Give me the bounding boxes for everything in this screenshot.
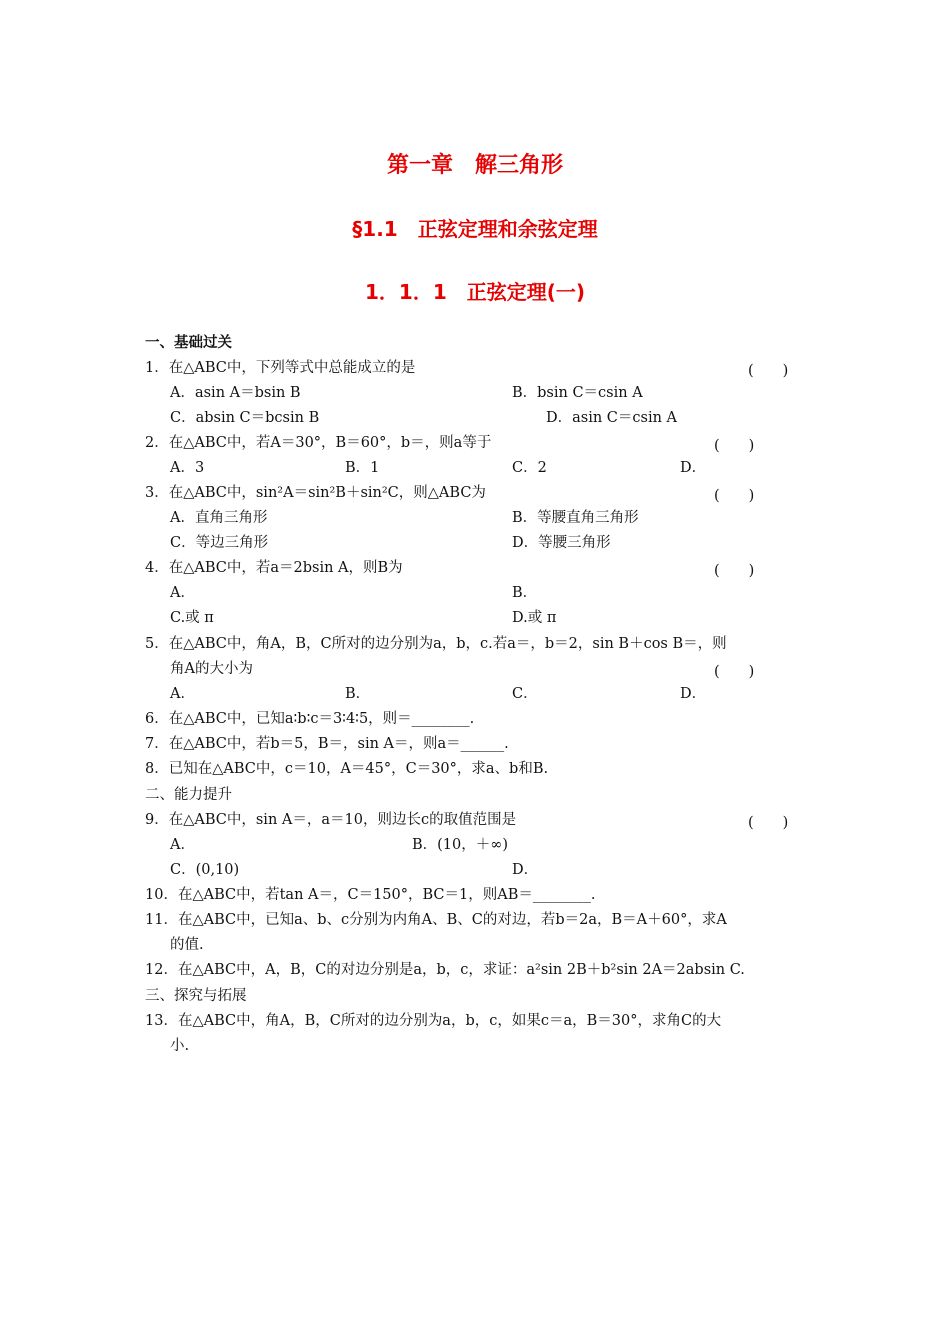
question-1-option-a: A．asin A＝bsin B [170, 385, 301, 401]
question-3-stem: 3．在△ABC中，sin²A＝sin²B＋sin²C，则△ABC为 [145, 485, 486, 501]
question-4-option-a: A． [170, 585, 195, 601]
question-3-option-a: A．直角三角形 [170, 510, 268, 526]
question-3-option-d: D．等腰三角形 [512, 535, 611, 551]
question-3-option-c: C．等边三角形 [170, 535, 269, 551]
question-1-stem: 1．在△ABC中，下列等式中总能成立的是 [145, 360, 416, 376]
question-2-option-c: C．2 [512, 460, 547, 476]
question-4-option-c: C.或 π [170, 610, 214, 626]
question-11-line1: 11．在△ABC中，已知a、b、c分别为内角A、B、C的对边，若b＝2a，B＝A＋60°，求A [145, 912, 727, 928]
question-7: 7．在△ABC中，若b＝5，B＝，sin A＝，则a＝______. [145, 736, 509, 752]
question-5-stem-line1: 5．在△ABC中，角A，B，C所对的边分别为a，b，c.若a＝，b＝2，sin B＋cos B＝，则 [145, 636, 727, 652]
question-3-answer-blank: ( ) [714, 488, 755, 504]
question-2-option-b: B．1 [345, 460, 380, 476]
question-3-option-b: B．等腰直角三角形 [512, 510, 639, 526]
question-1-answer-blank: ( ) [748, 363, 789, 379]
question-2-stem: 2．在△ABC中，若A＝30°，B＝60°，b＝，则a等于 [145, 435, 492, 451]
question-9-option-d: D． [512, 862, 539, 878]
question-5-option-c: C． [512, 686, 538, 702]
question-2-option-a: A．3 [170, 460, 205, 476]
question-4-answer-blank: ( ) [714, 563, 755, 579]
question-9-answer-blank: ( ) [748, 815, 789, 831]
question-5-option-b: B． [345, 686, 371, 702]
question-2-answer-blank: ( ) [714, 438, 755, 454]
section-heading-ability: 二、能力提升 [145, 787, 232, 803]
question-4-option-b: B． [512, 585, 538, 601]
section-title: §1.1 正弦定理和余弦定理 [352, 217, 598, 241]
question-9-option-c: C．(0,10) [170, 862, 240, 878]
question-1-option-b: B．bsin C＝csin A [512, 385, 643, 401]
chapter-title: 第一章 解三角形 [386, 153, 563, 178]
question-13-line1: 13．在△ABC中，角A，B，C所对的边分别为a，b，c，如果c＝a，B＝30°，求角C的大 [145, 1013, 722, 1029]
question-4-option-d: D.或 π [512, 610, 557, 626]
question-2-option-d: D． [680, 460, 707, 476]
question-5-option-a: A． [170, 686, 195, 702]
subsection-title: 1．1．1 正弦定理(一) [364, 280, 586, 304]
question-8: 8．已知在△ABC中，c＝10，A＝45°，C＝30°，求a、b和B. [145, 761, 549, 777]
question-11-line2: 的值. [170, 937, 204, 953]
question-5-stem-line2: 角A的大小为 [170, 661, 253, 677]
section-heading-basic: 一、基础过关 [145, 335, 232, 351]
section-heading-explore: 三、探究与拓展 [145, 988, 247, 1004]
question-5-answer-blank: ( ) [714, 664, 755, 680]
question-9-stem: 9．在△ABC中，sin A＝，a＝10，则边长c的取值范围是 [145, 812, 517, 828]
question-1-option-d: D．asin C＝csin A [546, 410, 678, 426]
question-10: 10．在△ABC中，若tan A＝，C＝150°，BC＝1，则AB＝________. [145, 887, 596, 903]
question-5-option-d: D． [680, 686, 707, 702]
question-13-line2: 小. [170, 1038, 190, 1054]
question-9-option-a: A． [170, 837, 195, 853]
question-12: 12．在△ABC中，A，B，C的对边分别是a，b，c，求证：a²sin 2B＋b²sin 2A＝2absin C. [145, 962, 745, 978]
question-6: 6．在△ABC中，已知a∶b∶c＝3∶4∶5，则＝________. [145, 711, 475, 727]
question-4-stem: 4．在△ABC中，若a＝2bsin A，则B为 [145, 560, 403, 576]
question-9-option-b: B．(10，＋∞) [412, 837, 508, 853]
question-1-option-c: C．absin C＝bcsin B [170, 410, 320, 426]
